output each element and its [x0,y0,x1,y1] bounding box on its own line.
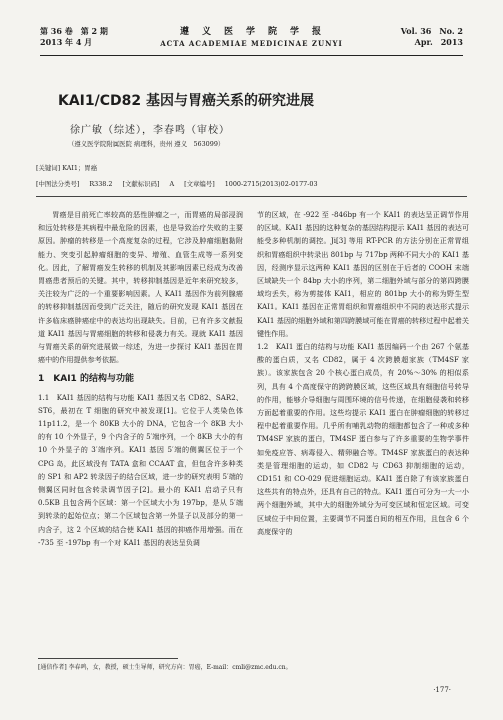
keywords: [关键词] KAI1；胃癌 [36,164,98,172]
journal-name-cn: 遵 义 医 学 院 学 报 [179,27,323,37]
right-column [257,208,469,538]
page-number: ·177· [433,686,451,694]
article-number: [文章编号] 1000-2715(2013)02-0177-03 [184,180,318,188]
subsection-1-1-paragraph [38,391,243,549]
footnote-rule [38,658,178,659]
volume-issue: 第 36 卷 第 2 期 [40,26,108,36]
class-number: [中图法分类号] R338.2 [36,180,113,188]
subsection-1-2-heading: 1.2 KAI1 蛋白的结构与功能 [257,342,355,352]
intro-paragraph: 胃癌是目前死亡率较高的恶性肿瘤之一，而胃癌的局部浸润和远处转移是其病程中最危险的因素，也是导致治疗失败的主要原因。肿瘤的转移是一个高度复杂的过程，它涉及肿瘤细胞黏附能力、突变引起肿瘤细胞的变异、增殖、血管生成等一系列变化。因此，了解胃癌发生转移的机制及其影响因素已经成为改善胃癌患者预后的关键。其中，转移抑制基因是近年来研究较多，关注较为广泛的一个重要影响因素。人 KAI1 基因作为前列腺癌的转移抑制基因而受到广泛关注，随后的研究发现 KAI1 基因在许多临床癌肿癌症中的表达均出现缺失。目前，已有许多文献报道 KAI1 基因与胃癌细胞的转移和侵袭力有关。现就 KAI1 基因与胃癌关系的研究进展做一综述，为进一步探讨 KAI1 基因在胃癌中的作用提供参考依据。 [38,210,243,365]
document-code: [文献标识码] A [122,180,175,188]
keywords-rule [36,196,467,197]
article-authors: 徐广敏（综述），李春鸣（审校） [70,125,230,136]
article-title: KAI1/CD82 基因与胃癌关系的研究进展 [58,93,314,109]
subsection-1-1-heading: 1.1 KAI1 基因的结构与功能 [38,392,135,402]
section-1-heading: 1 KAI1 的结构与功能 [38,374,134,385]
subsection-1-1-text: KAI1 基因又名 CD82、SAR2、ST6，最初在 T 细胞的研究中被发现[1]。它位于人类染色体 11p11.2，是一个 80KB 大小的 DNA，它包含一个 8KB 大小的有 10 个外显子，9 个内含子的 5′端序列，一个 8KB 大小的有 10 个外显子的 3′端序列。KAI1 基因 5′端的侧翼区位于一个 CPG 岛，此区域没有 TATA 盒和 CCAAT 盒，但包含许多种类的 SP1 和 AP2 转录因子的结合区域，进一步的研究表明 5′端的侧翼区同时包含转录调节因子[2]。最小的 KAI1 启动子只有 0.5KB 且包含两个区域：第一个区域大小为 197bp，是从 5′端到转录的起始位点；第二个区域包含第一外显子以及部分的第一内含子，这 2 个区域的结合使 KAI1 基因的抑癌作用增强。而在 -735 至 -197bp 有一个对 KAI1 基因的表达呈负调 [38,392,243,547]
left-column [38,208,243,549]
header-rule [40,55,463,56]
publication-date-en: Apr. 2013 [414,37,463,47]
journal-volume-en [401,26,463,48]
journal-name-en: ACTA ACADEMIAE MEDICINAE ZUNYI [160,39,343,48]
author-affiliation: （遵义医学院附属医院 病理科，贵州 遵义 563099） [68,140,225,148]
volume-issue-en: Vol. 36 No. 2 [400,26,463,36]
subsection-1-2-paragraph [257,340,469,538]
corresponding-author-footnote: [通信作者] 李春鸣，女，教授，硕士生导师，研究方向：胃癌，E-mail：cmli@zmc.edu.cn。 [38,664,292,671]
classification-line [36,178,318,190]
continued-paragraph: 节的区域，在 -922 至 -846bp 有一个 KAI1 的表达呈正调节作用的区域。KAI1 基因的这种复杂的基因结构提示 KAI1 基因的表达可能受多种机制的调控。Ji[3] 等用 RT-PCR 的方法分别在正常胃组织和胃癌组织中转录出 801bp 与 717bp 两种不同大小的 KAI1 基因，经测序显示这两种 KAI1 基因的区别在于后者的 COOH 末端区域缺失一个 84bp 大小的序列，第二细胞外域与部分的第四跨膜域均丢失，称为剪接体 KAI1，相应的 801bp 大小的称为野生型 KAI1。KAI1 基因在正常胃组织和胃癌组织中不同的表达形式提示 KAI1 基因的细胞外域和第四跨膜域可能在胃癌的转移过程中起着关键性作用。 [257,210,469,338]
subsection-1-2-text: KAI1 基因编码一个由 267 个氨基酸的蛋白质，又名 CD82，属于 4 次跨膜超家族（TM4SF 家族）。该家族包含 20 个核心蛋白成员，有 20%～30% 的相似系列，具有 4 个高度保守的跨跨膜区域，这些区域具有细胞信号转导的作用，能够介导细胞与周围环境的信号传递，在细胞侵袭和转移方面起着重要的作用。这些均提示 KAI1 蛋白在肿瘤细胞的转移过程中起着重要作用。几乎所有哺乳动物的细胞都包含了一种或多种 TM4SF 家族的蛋白，TM4SF 蛋白参与了许多重要的生物学事件如免疫应答、病毒侵入、精卵融合等。TM4SF 家族蛋白的表达种类是管理细胞的运动，如 CD82 与 CD63 抑制细胞的运动，CD151 和 CO-029 促进细胞运动。KAI1 蛋白除了有该家族蛋白这些共有的特点外，还具有自己的特点。KAI1 蛋白可分为一大一小两个细胞外域，其中大的细胞外域分为可变区域和恒定区域。可变区域位于中间位置，主要调节不同蛋白间的相互作用，且包含 6 个高度保守的 [257,342,469,536]
publication-date: 2013 年 4 月 [40,37,93,47]
